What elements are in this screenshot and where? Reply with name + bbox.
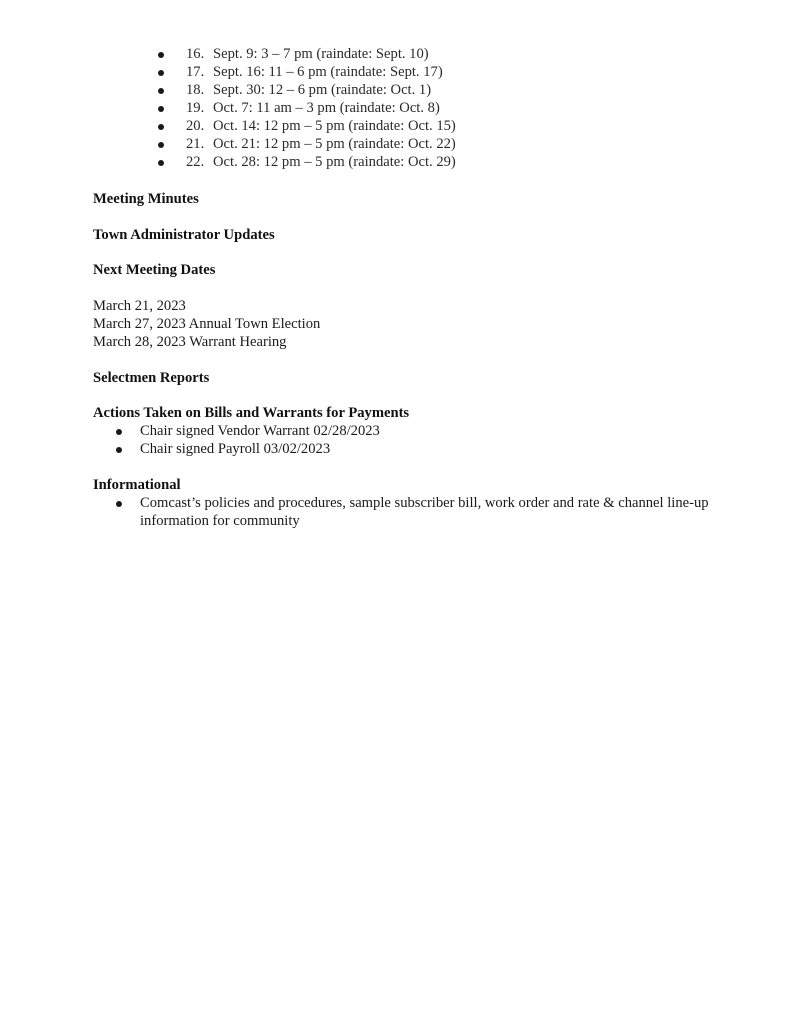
actions-heading: Actions Taken on Bills and Warrants for Payments (93, 405, 410, 421)
list-item: Chair signed Payroll 03/02/2023 (116, 440, 380, 458)
bullet-icon (158, 88, 164, 94)
list-item: Comcast’s policies and procedures, sample subscriber bill, work order and rate & channel line-up information for community (116, 494, 716, 530)
document-page: 16. Sept. 9: 3 – 7 pm (raindate: Sept. 10) 17. Sept. 16: 11 – 6 pm (raindate: Sept. 17) 18. Sept. 30: 12 – 6 pm (raindate: Oct. 1) 19. Oct. 7: 11 am – 3 pm (raindate: Oct. 8) 20. Oct. 14: 12 pm – 5 pm (raindate: Oct. 15) 21. Oct. 21: 12 pm – 5 pm (raindate: Oct. 22) 22. Oct. 28: 12 pm – 5 pm (raindate: Oct. 29) Meeting Minutes Town Administrator Updates Next Meeting Dates March 21, 2023 March 27, 2023 Annual Town Election March 28, 2023 Warrant Hearing Selectmen Reports Actions Taken on Bills and Warrants for Payments Chair signed Vendor Warrant 02/28/2023 Chair signed Payroll 03/02/2023 Informational Comcast’s policies and procedures, sample subscriber bill, work order and rate & channel line-up information for community (0, 0, 791, 1023)
meeting-date-line: March 27, 2023 Annual Town Election (93, 316, 321, 332)
bullet-icon (158, 70, 164, 76)
meeting-minutes-heading: Meeting Minutes (93, 191, 199, 207)
actions-list (116, 422, 380, 458)
bullet-icon (158, 160, 164, 166)
bullet-icon (158, 52, 164, 58)
bullet-icon (116, 501, 122, 507)
bullet-icon (116, 429, 122, 435)
selectmen-reports-heading: Selectmen Reports (93, 370, 210, 386)
town-administrator-heading: Town Administrator Updates (93, 227, 275, 243)
bullet-icon (158, 142, 164, 148)
next-meeting-heading: Next Meeting Dates (93, 262, 216, 278)
list-item: Chair signed Vendor Warrant 02/28/2023 (116, 422, 380, 440)
informational-list (116, 494, 716, 530)
bullet-icon (116, 447, 122, 453)
meeting-date-line: March 28, 2023 Warrant Hearing (93, 334, 287, 350)
bullet-icon (158, 106, 164, 112)
informational-heading: Informational (93, 477, 181, 493)
bullet-icon (158, 124, 164, 130)
meeting-date-line: March 21, 2023 (93, 298, 186, 314)
